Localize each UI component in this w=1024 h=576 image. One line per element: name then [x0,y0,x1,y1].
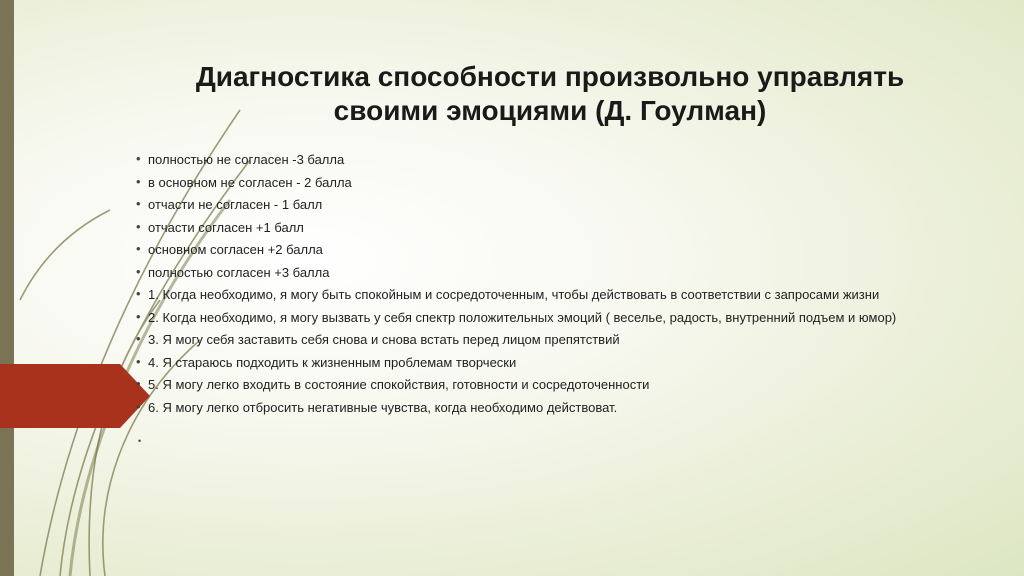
list-item: • отчасти согласен +1 балл [136,218,304,235]
bullet-glyph: • [136,331,141,346]
bullet-glyph: • [136,196,141,211]
list-item: • 3. Я могу себя заставить себя снова и снова встать перед лицом препятствий [136,331,620,347]
bullet-glyph: • [136,173,141,189]
list-item: • в основном не согласен - 2 балла [136,173,352,190]
list-item: • отчасти не согласен - 1 балл [136,196,323,212]
list-item: • полностью не согласен -3 балла [136,151,345,167]
title-line-2: своими эмоциями (Д. Гоулман) [333,95,767,126]
trailing-bullet-mark: • [138,436,142,446]
bullet-glyph: • [136,308,141,324]
list-item: • 2. Когда необходимо, я могу вызвать у себя спектр положительных эмоций ( веселье, радость, внутренний подъем и юмор) [136,308,897,325]
bullet-glyph: • [136,353,141,369]
bullet-glyph: • [136,218,141,234]
bullet-glyph: • [136,286,141,301]
bullet-glyph: • [136,376,141,391]
list-item: • полностью согласен +3 балла [136,263,330,280]
list-item: • 5. Я могу легко входить в состояние спокойствия, готовности и сосредоточенности [136,376,650,392]
bullet-glyph: • [136,263,141,279]
bullet-list [136,152,966,422]
list-item: • 4. Я стараюсь подходить к жизненным проблемам творчески [136,353,517,370]
title-line-1: Диагностика способности произвольно управлять [195,61,905,92]
list-item: • 6. Я могу легко отбросить негативные чувства, когда необходимо действоват. [136,398,618,415]
slide-title [100,60,1000,128]
red-arrow-shape [0,364,150,428]
bullet-glyph: • [136,151,141,166]
bullet-glyph: • [136,241,141,256]
bullet-glyph: • [136,398,141,414]
list-item: • основном согласен +2 балла [136,241,323,257]
list-item: • 1. Когда необходимо, я могу быть спокойным и сосредоточенным, чтобы действовать в соответствии с запросами жизни [136,286,880,302]
